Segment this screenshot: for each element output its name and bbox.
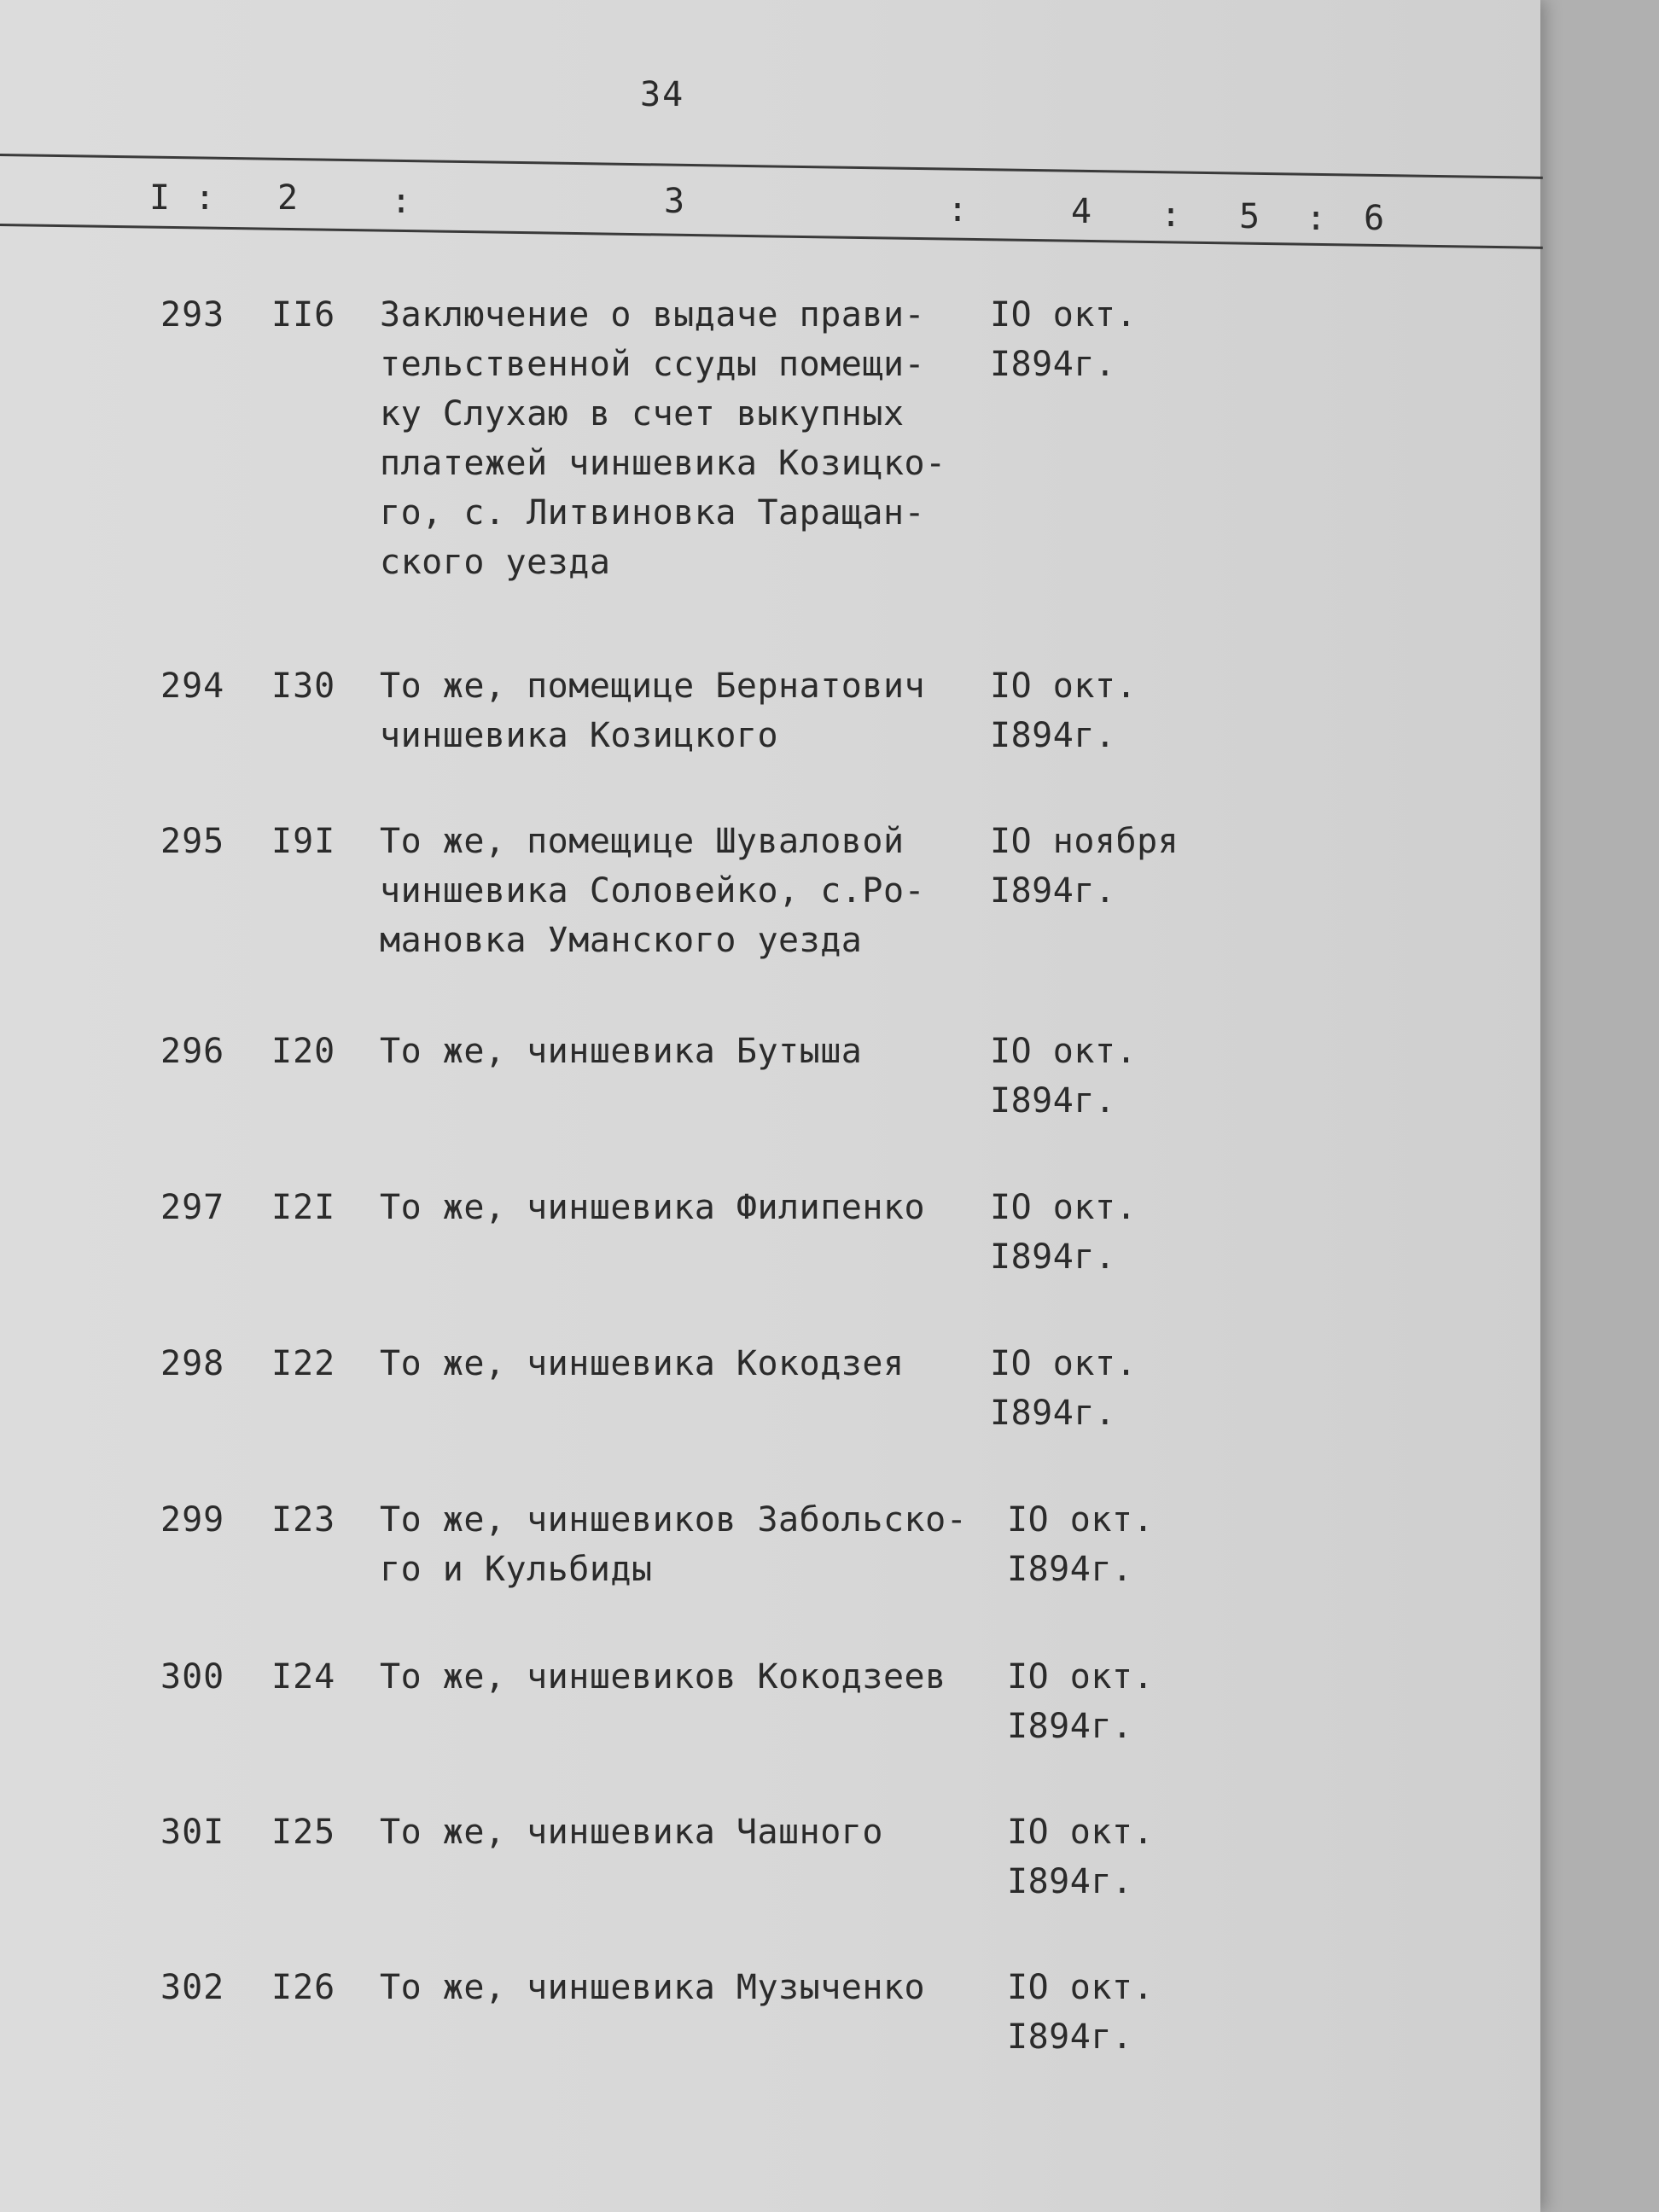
entry-number: 297 (160, 1188, 225, 1227)
entry-date: IO окт. I894г. (990, 295, 1138, 384)
sheet-number: I25 (271, 1813, 336, 1852)
entry-number: 30I (160, 1813, 225, 1852)
entry-description: То же, помещице Бернатович чиншевика Козицкого (380, 667, 926, 755)
sheet-number: I24 (271, 1657, 336, 1697)
column-separator: : (947, 190, 969, 230)
entry-date: IO окт. I894г. (990, 667, 1138, 755)
sheet-number: I20 (271, 1032, 336, 1071)
column-header-3: 3 (664, 182, 685, 221)
entry-description: То же, чиншевика Кокодзея (380, 1344, 905, 1383)
entry-number: 300 (160, 1657, 225, 1697)
column-header-4: 4 (1071, 192, 1092, 231)
page-number: 34 (640, 75, 685, 114)
entry-number: 299 (160, 1500, 225, 1540)
sheet-number: I26 (271, 1968, 336, 2007)
entry-description: То же, чиншевика Чашного (380, 1813, 883, 1852)
entry-description: То же, чиншевиков Забольско- го и Кульбиды (380, 1500, 968, 1589)
entry-date: IO окт. I894г. (990, 1032, 1138, 1121)
entry-number: 294 (160, 667, 225, 706)
entry-date: IO окт. I894г. (1007, 1968, 1155, 2057)
sheet-number: II6 (271, 295, 336, 335)
entry-description: То же, чиншевика Бутыша (380, 1032, 863, 1071)
entry-description: Заключение о выдаче прави- тельственной ссуды помещи- ку Слухаю в счет выкупных платежей чиншевика Козицко- го, с. Литвиновка Таращан- ского уезда (380, 295, 946, 582)
entry-description: То же, чиншевика Музыченко (380, 1968, 926, 2007)
sheet-number: I2I (271, 1188, 336, 1227)
sheet-number: I23 (271, 1500, 336, 1540)
sheet-number: I9I (271, 822, 336, 861)
entry-date: IO окт. I894г. (1007, 1813, 1155, 1901)
column-header-6: 6 (1364, 199, 1385, 238)
entry-date: IO ноября I894г. (990, 822, 1179, 911)
column-separator: : (391, 182, 412, 221)
entry-number: 302 (160, 1968, 225, 2007)
entry-description: То же, чиншевиков Кокодзеев (380, 1657, 946, 1697)
column-header-2: 2 (277, 178, 299, 218)
column-header-5: 5 (1239, 197, 1260, 236)
entry-number: 296 (160, 1032, 225, 1071)
entry-date: IO окт. I894г. (1007, 1500, 1155, 1589)
entry-date: IO окт. I894г. (990, 1344, 1138, 1433)
column-header-1: I (149, 178, 171, 218)
column-separator: : (1161, 195, 1182, 235)
entry-description: То же, чиншевика Филипенко (380, 1188, 926, 1227)
entry-number: 298 (160, 1344, 225, 1383)
sheet-number: I30 (271, 667, 336, 706)
entry-number: 295 (160, 822, 225, 861)
sheet-number: I22 (271, 1344, 336, 1383)
column-separator: : (1306, 199, 1327, 238)
entry-date: IO окт. I894г. (990, 1188, 1138, 1277)
entry-number: 293 (160, 295, 225, 335)
entry-description: То же, помещице Шуваловой чиншевика Соловейко, с.Ро- мановка Уманского уезда (380, 822, 926, 960)
column-separator: : (195, 178, 216, 218)
entry-date: IO окт. I894г. (1007, 1657, 1155, 1746)
